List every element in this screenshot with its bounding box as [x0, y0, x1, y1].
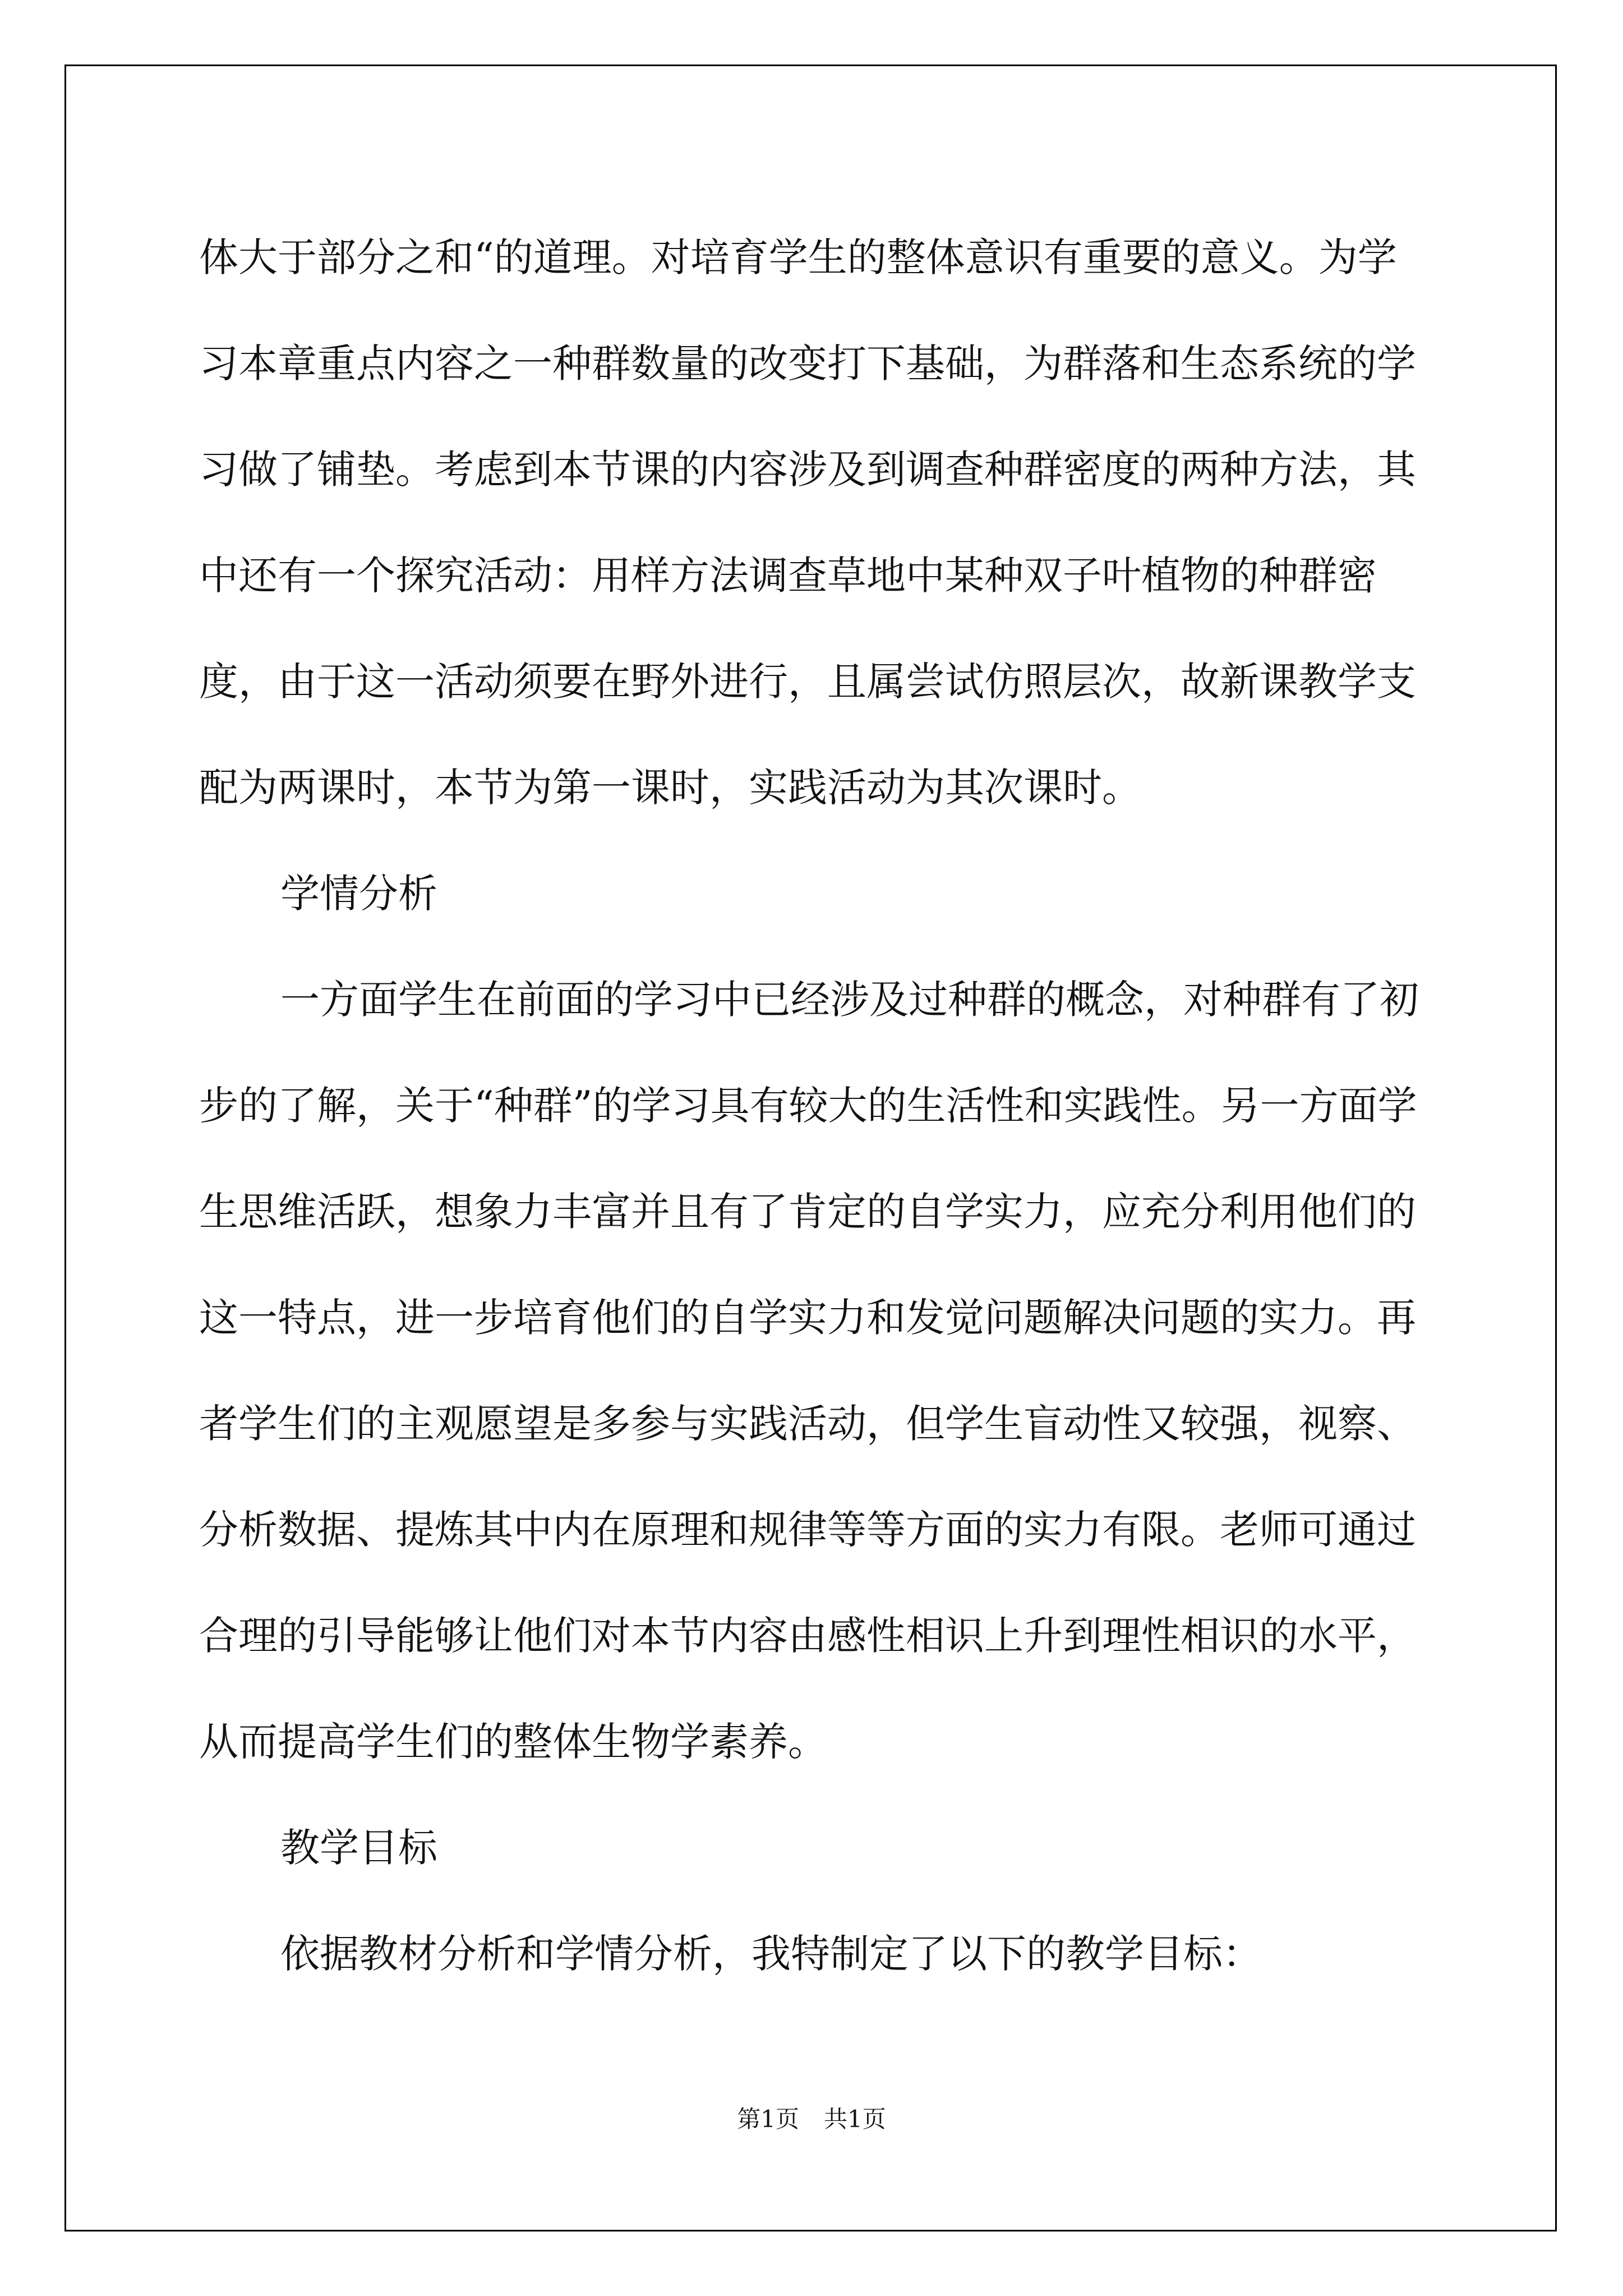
paragraph-teaching-goals: 依据教材分析和学情分析，我特制定了以下的教学目标： [280, 1931, 1262, 1977]
paragraph-student-analysis: 一方面学生在前面的学习中已经涉及过种群的概念，对种群有了初步的了解，关于“种群”的学习具有较大的生活性和实践性。另一方面学生思维活跃，想象力丰富并且有了肯定的自学实力，应充分利用他们的这一特点，进一步培育他们的自学实力和发觉问题解决问题的实力。再者学生们的主观愿望是多参与实践活动，但学生盲动性又较强，视察、分析数据、提炼其中内在原理和规律等等方面的实力有限。老师可通过合理的引导能够让他们对本节内容由感性相识上升到理性相识的水平，从而提高学生们的整体生物学素养。 [199, 977, 1419, 1765]
heading-student-analysis: 学情分析 [280, 871, 437, 917]
page-total: 共1页 [824, 2105, 886, 2133]
heading-teaching-goals: 教学目标 [280, 1825, 437, 1871]
document-body [199, 205, 1433, 2007]
page-footer [0, 2101, 1623, 2134]
page-number: 第1页 [737, 2105, 799, 2133]
paragraph-teaching-material-analysis: 体大于部分之和“的道理。对培育学生的整体意识有重要的意义。为学习本章重点内容之一种群数量的改变打下基础，为群落和生态系统的学习做了铺垫。考虑到本节课的内容涉及到调查种群密度的两种方法，其中还有一个探究活动：用样方法调查草地中某种双子叶植物的种群密度，由于这一活动须要在野外进行，且属尝试仿照层次，故新课教学支配为两课时，本节为第一课时，实践活动为其次课时。 [199, 234, 1416, 811]
